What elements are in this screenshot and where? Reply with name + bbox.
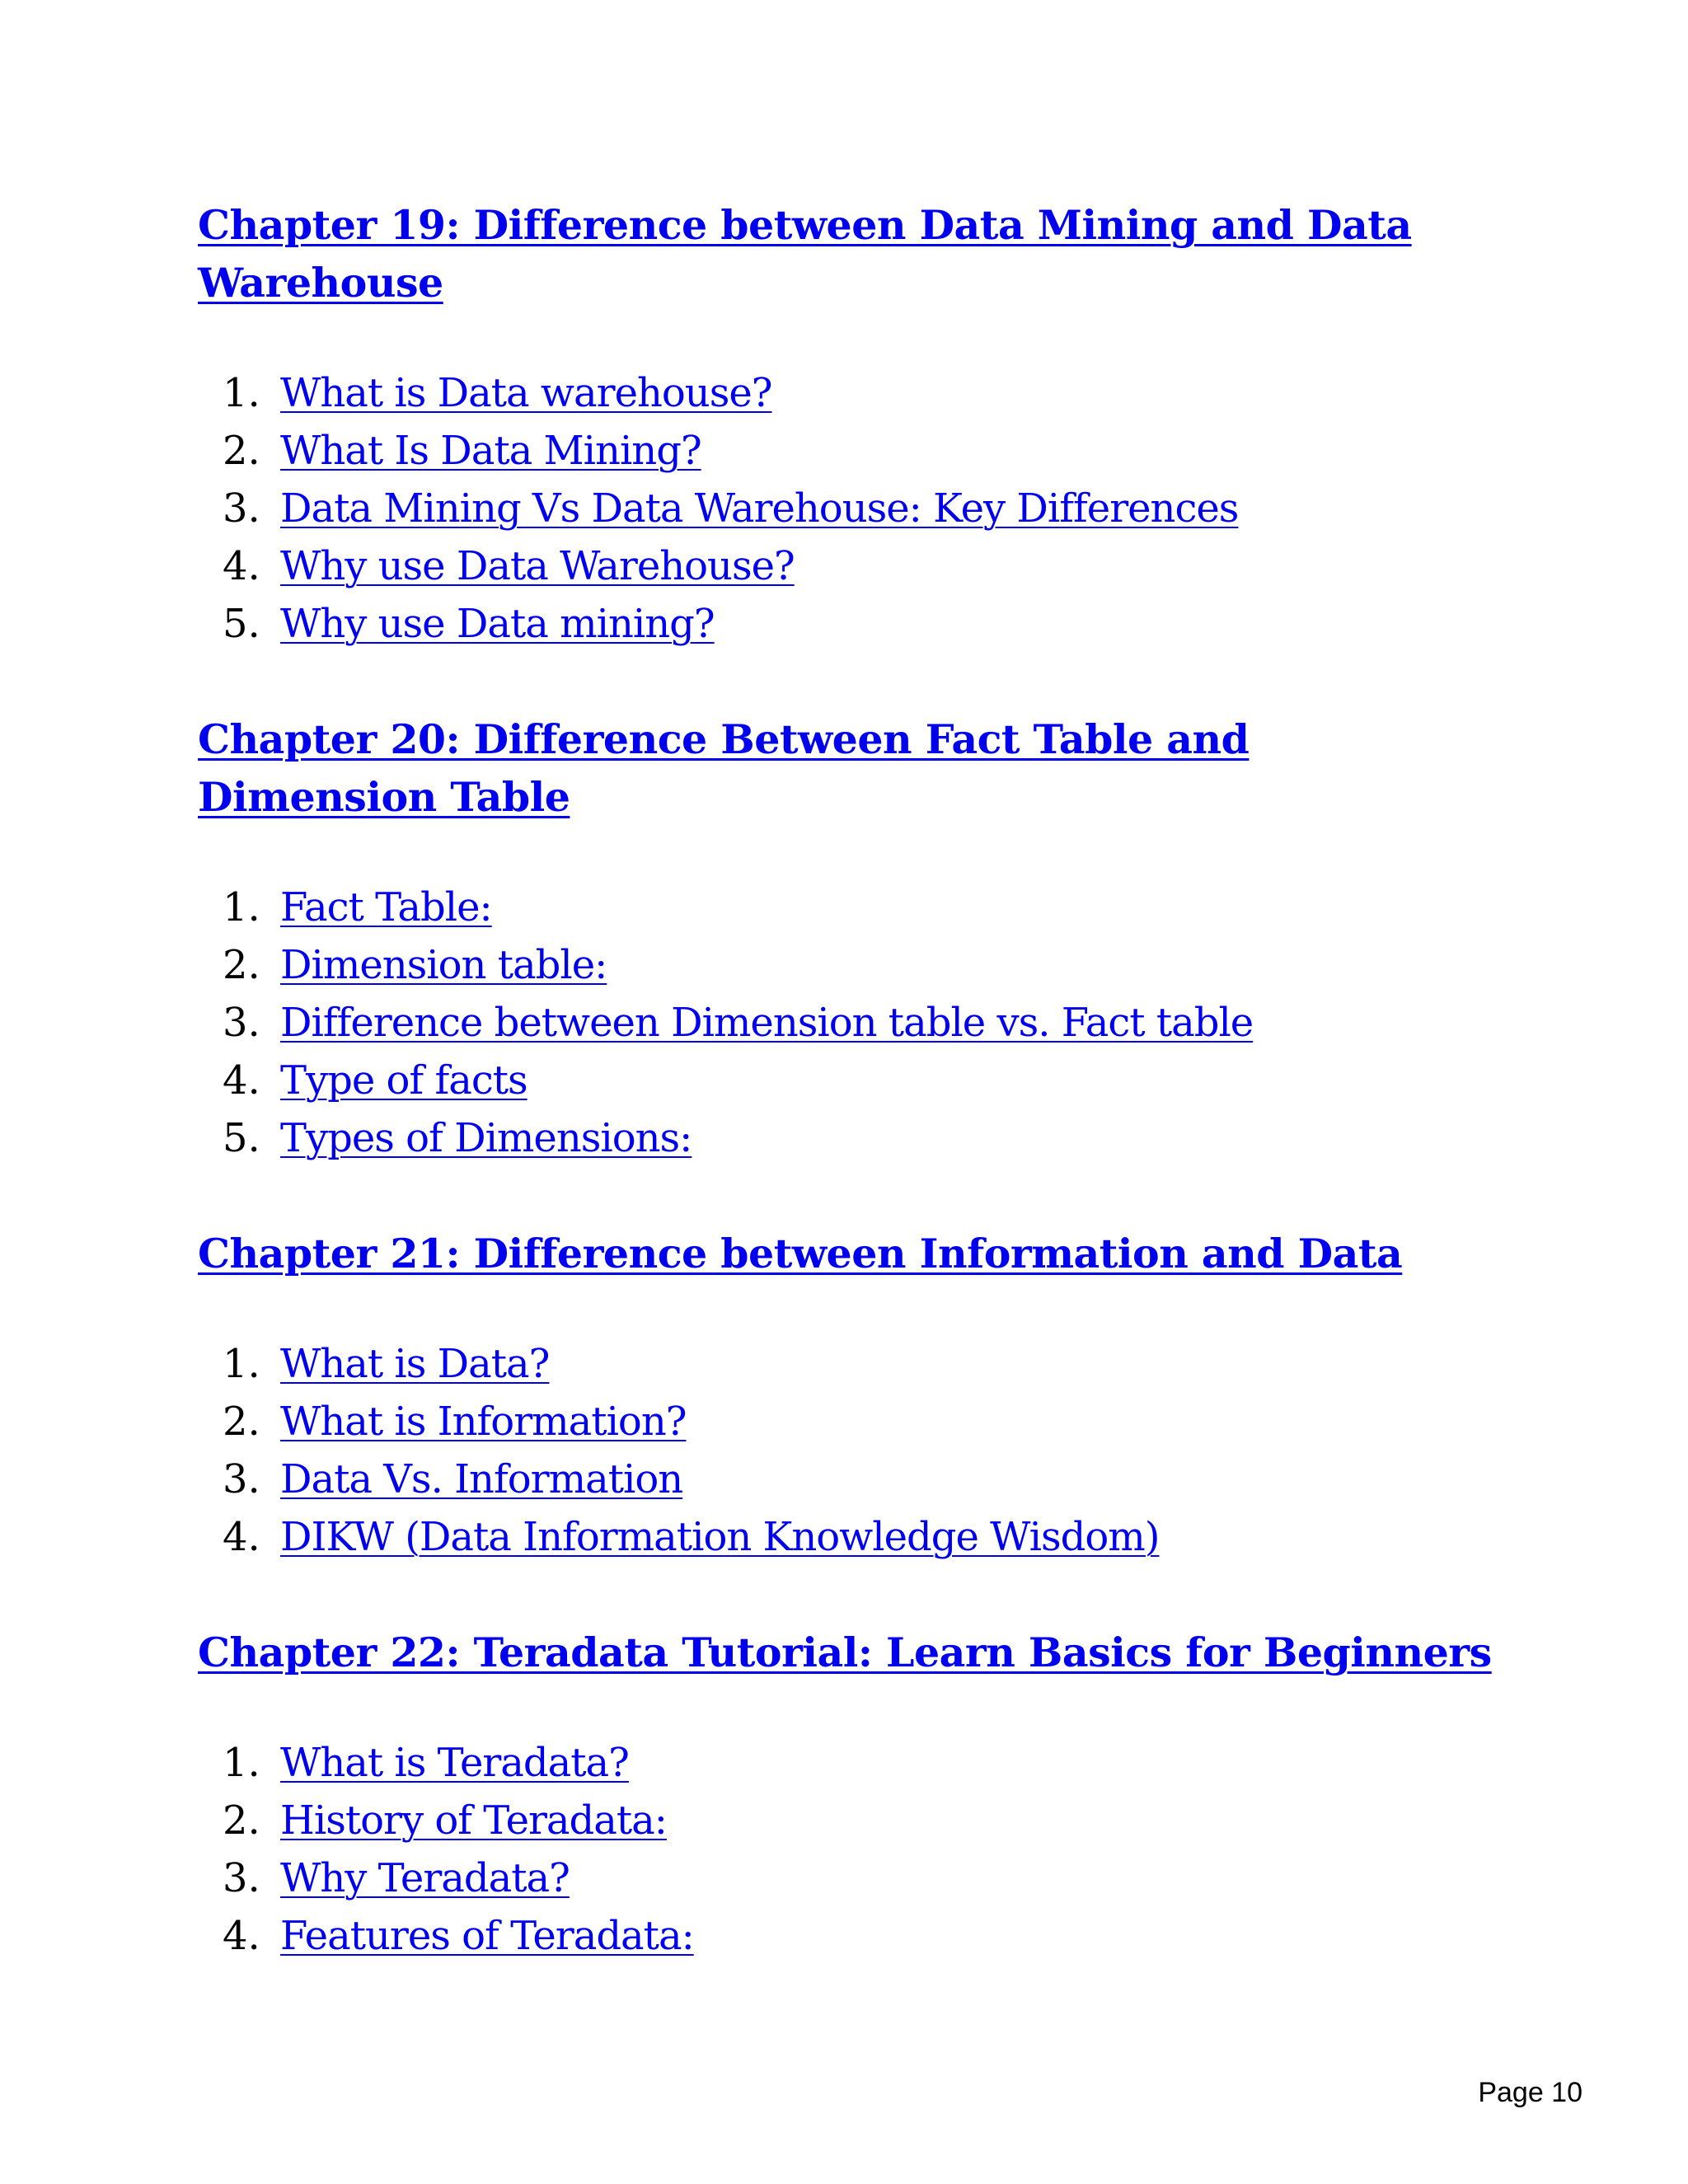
- toc-link[interactable]: DIKW (Data Information Knowledge Wisdom): [280, 1514, 1160, 1560]
- list-item: [198, 1734, 1500, 1792]
- chapter-19-list: [198, 364, 1500, 653]
- list-item: [198, 595, 1500, 653]
- item-number: 1.: [223, 1740, 260, 1786]
- list-item: [198, 1792, 1500, 1849]
- item-number: 1.: [223, 884, 260, 930]
- chapter-22-link[interactable]: Chapter 22: Teradata Tutorial: Learn Basics for Beginners: [198, 1629, 1492, 1676]
- list-item: [198, 422, 1500, 480]
- chapter-19-section: [198, 196, 1500, 653]
- item-number: 3.: [223, 1456, 260, 1502]
- item-number: 2.: [223, 1399, 260, 1445]
- item-number: 4.: [223, 1057, 260, 1104]
- toc-link[interactable]: Why Teradata?: [280, 1855, 570, 1901]
- chapter-21-section: [198, 1225, 1500, 1566]
- item-number: 5.: [223, 601, 260, 647]
- toc-link[interactable]: Type of facts: [280, 1057, 528, 1104]
- toc-link[interactable]: Why use Data Warehouse?: [280, 543, 795, 589]
- item-number: 3.: [223, 1855, 260, 1901]
- list-item: [198, 879, 1500, 936]
- list-item: [198, 364, 1500, 422]
- toc-link[interactable]: Features of Teradata:: [280, 1913, 694, 1959]
- chapter-21-link[interactable]: Chapter 21: Difference between Information and Data: [198, 1230, 1403, 1277]
- toc-link[interactable]: What is Data warehouse?: [280, 370, 772, 416]
- list-item: [198, 936, 1500, 994]
- chapter-20-link[interactable]: Chapter 20: Difference Between Fact Table and Dimension Table: [198, 715, 1250, 821]
- item-number: 4.: [223, 1913, 260, 1959]
- list-item: [198, 1907, 1500, 1965]
- chapter-21-list: [198, 1335, 1500, 1566]
- item-number: 5.: [223, 1115, 260, 1161]
- list-item: [198, 1335, 1500, 1393]
- item-number: 1.: [223, 370, 260, 416]
- toc-link[interactable]: Dimension table:: [280, 942, 607, 988]
- chapter-20-section: [198, 710, 1500, 1167]
- toc-link[interactable]: What is Data?: [280, 1341, 550, 1387]
- toc-link[interactable]: Fact Table:: [280, 884, 492, 930]
- item-number: 4.: [223, 1514, 260, 1560]
- toc-link[interactable]: Data Vs. Information: [280, 1456, 683, 1502]
- list-item: [198, 1109, 1500, 1167]
- list-item: [198, 537, 1500, 595]
- list-item: [198, 1451, 1500, 1508]
- toc-link[interactable]: History of Teradata:: [280, 1797, 667, 1844]
- chapter-22-list: [198, 1734, 1500, 1965]
- toc-link[interactable]: Types of Dimensions:: [280, 1115, 692, 1161]
- toc-link[interactable]: What Is Data Mining?: [280, 428, 701, 474]
- chapter-20-list: [198, 879, 1500, 1167]
- item-number: 1.: [223, 1341, 260, 1387]
- list-item: [198, 1849, 1500, 1907]
- item-number: 3.: [223, 485, 260, 532]
- chapter-19-link[interactable]: Chapter 19: Difference between Data Mining and Data Warehouse: [198, 201, 1412, 307]
- toc-link[interactable]: Difference between Dimension table vs. Fact table: [280, 1000, 1254, 1046]
- page-number: Page 10: [1478, 2077, 1582, 2108]
- item-number: 2.: [223, 428, 260, 474]
- list-item: [198, 1393, 1500, 1451]
- list-item: [198, 994, 1500, 1052]
- item-number: 2.: [223, 1797, 260, 1844]
- table-of-contents: [198, 196, 1500, 2022]
- item-number: 2.: [223, 942, 260, 988]
- item-number: 4.: [223, 543, 260, 589]
- toc-link[interactable]: What is Teradata?: [280, 1740, 629, 1786]
- toc-link[interactable]: Why use Data mining?: [280, 601, 715, 647]
- list-item: [198, 1052, 1500, 1109]
- chapter-22-section: [198, 1624, 1500, 1965]
- list-item: [198, 1508, 1500, 1566]
- toc-link[interactable]: What is Information?: [280, 1399, 687, 1445]
- item-number: 3.: [223, 1000, 260, 1046]
- toc-link[interactable]: Data Mining Vs Data Warehouse: Key Differences: [280, 485, 1239, 532]
- list-item: [198, 480, 1500, 537]
